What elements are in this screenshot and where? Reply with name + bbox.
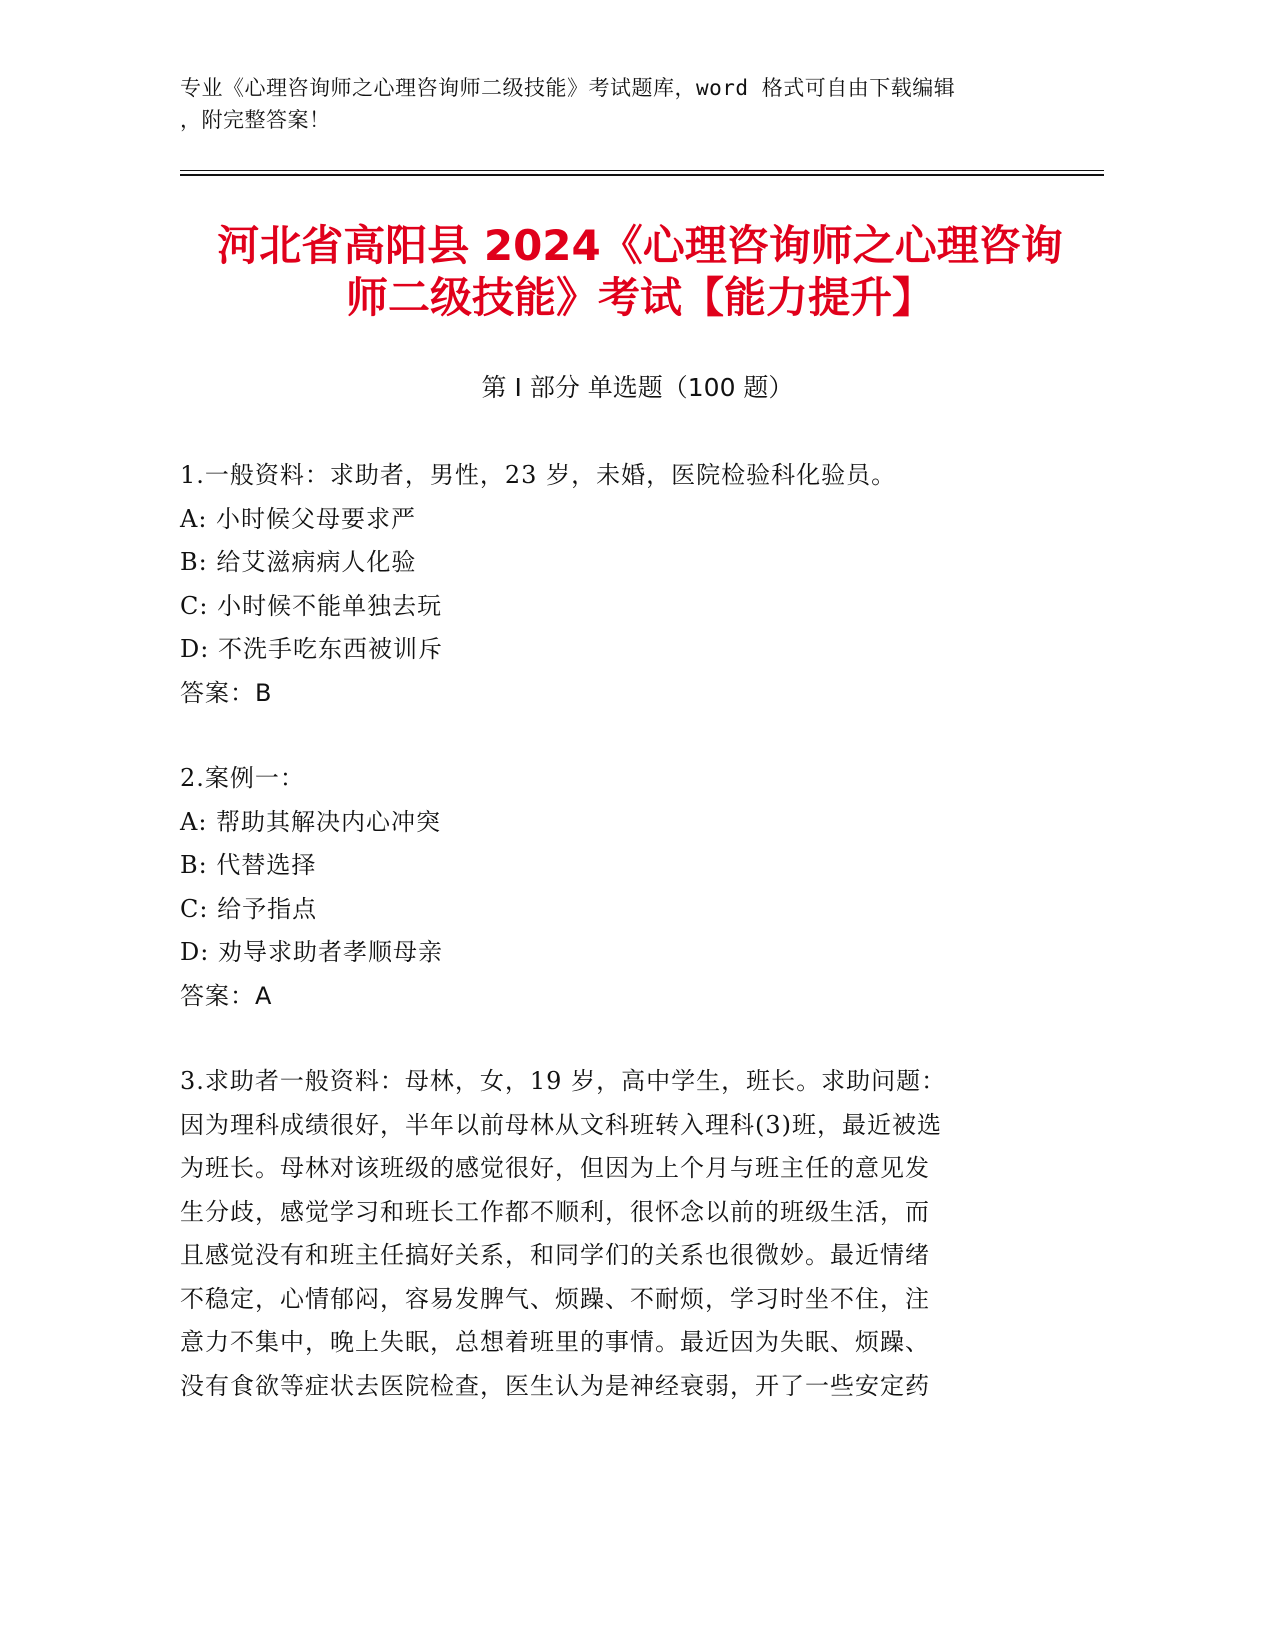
question-stem-line: 生分歧，感觉学习和班长工作都不顺利，很怀念以前的班级生活，而 bbox=[180, 1197, 930, 1226]
option-a: A: 帮助其解决内心冲突 bbox=[180, 807, 442, 836]
question-stem-line: 3.求助者一般资料：母林，女，19 岁，高中学生，班长。求助问题： bbox=[180, 1067, 947, 1095]
question-stem-line: 不稳定，心情郁闷，容易发脾气、烦躁、不耐烦，学习时坐不住，注 bbox=[180, 1284, 930, 1313]
question-stem-line: 因为理科成绩很好，半年以前母林从文科班转入理科(3)班，最近被选 bbox=[180, 1110, 942, 1139]
question-stem-line: 且感觉没有和班主任搞好关系，和同学们的关系也很微妙。最近情绪 bbox=[180, 1241, 930, 1269]
option-c: C: 给予指点 bbox=[180, 894, 318, 923]
title-line-2: 师二级技能》考试【能力提升】 bbox=[345, 273, 934, 322]
header-note bbox=[180, 72, 1060, 136]
header-note-line-2: ，附完整答案！ bbox=[180, 108, 331, 132]
title-line-1: 河北省高阳县 2024《心理咨询师之心理咨询 bbox=[217, 221, 1063, 270]
document-title bbox=[160, 220, 1120, 324]
answer-value: B bbox=[255, 678, 273, 707]
question-stem-line: 意力不集中，晚上失眠，总想着班里的事情。最近因为失眠、烦躁、 bbox=[180, 1328, 930, 1356]
answer-label: 答案： bbox=[180, 981, 255, 1010]
section-heading: 第 I 部分 单选题（100 题） bbox=[481, 373, 794, 402]
question-3 bbox=[180, 1060, 1030, 1408]
question-stem-line: 为班长。母林对该班级的感觉很好，但因为上个月与班主任的意见发 bbox=[180, 1154, 930, 1182]
option-c: C: 小时候不能单独去玩 bbox=[180, 591, 443, 620]
question-list bbox=[180, 454, 1030, 1450]
option-b: B: 代替选择 bbox=[180, 851, 317, 879]
option-d: D: 劝导求助者孝顺母亲 bbox=[180, 938, 443, 966]
option-b: B: 给艾滋病病人化验 bbox=[180, 548, 417, 576]
answer-value: A bbox=[255, 981, 273, 1010]
header-divider-thin bbox=[180, 170, 1104, 171]
question-1 bbox=[180, 454, 1030, 715]
question-stem: 1.一般资料：求助者，男性，23 岁，未婚，医院检验科化验员。 bbox=[180, 461, 897, 489]
answer-line bbox=[180, 672, 1030, 716]
question-2 bbox=[180, 757, 1030, 1018]
option-a: A: 小时候父母要求严 bbox=[180, 504, 417, 533]
question-stem: 2.案例一： bbox=[180, 764, 305, 792]
question-stem-line: 没有食欲等症状去医院检查，医生认为是神经衰弱，开了一些安定药 bbox=[180, 1371, 930, 1400]
answer-line bbox=[180, 975, 1030, 1019]
answer-label: 答案： bbox=[180, 678, 255, 707]
header-note-line-1: 专业《心理咨询师之心理咨询师二级技能》考试题库，word 格式可自由下载编辑 bbox=[180, 76, 956, 100]
option-d: D: 不洗手吃东西被训斥 bbox=[180, 635, 443, 663]
header-divider-thick bbox=[180, 174, 1104, 176]
